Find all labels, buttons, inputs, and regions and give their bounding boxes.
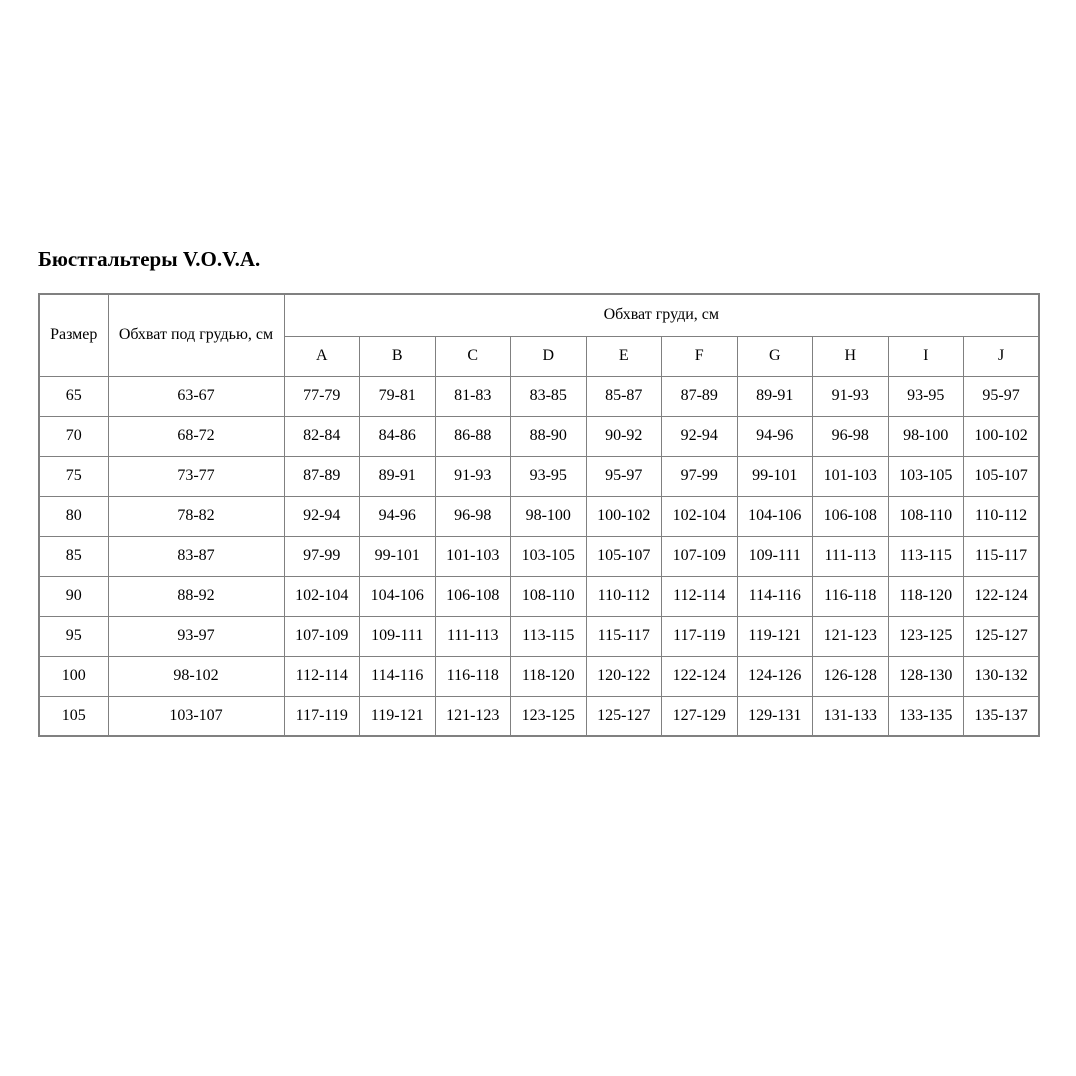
cell-cup-h: 121-123: [813, 616, 889, 656]
cell-cup-h: 116-118: [813, 576, 889, 616]
cell-cup-b: 119-121: [360, 696, 436, 736]
header-cell-size: Размер: [39, 294, 108, 376]
cell-cup-f: 107-109: [662, 536, 738, 576]
cell-cup-g: 94-96: [737, 416, 813, 456]
header-cell-cup-j: J: [964, 336, 1040, 376]
cell-underbust: 88-92: [108, 576, 284, 616]
cell-cup-b: 84-86: [360, 416, 436, 456]
size-chart-table: [38, 293, 1040, 737]
cell-cup-d: 93-95: [511, 456, 587, 496]
cell-cup-j: 122-124: [964, 576, 1040, 616]
table-row-size-85: [39, 536, 1039, 576]
cell-cup-c: 86-88: [435, 416, 511, 456]
size-table-body: [39, 376, 1039, 736]
cell-cup-d: 103-105: [511, 536, 587, 576]
cell-cup-i: 123-125: [888, 616, 964, 656]
cell-cup-h: 131-133: [813, 696, 889, 736]
cell-cup-e: 125-127: [586, 696, 662, 736]
cell-cup-i: 93-95: [888, 376, 964, 416]
cell-cup-b: 94-96: [360, 496, 436, 536]
cell-cup-f: 97-99: [662, 456, 738, 496]
cell-cup-j: 125-127: [964, 616, 1040, 656]
cell-cup-g: 109-111: [737, 536, 813, 576]
cell-cup-g: 124-126: [737, 656, 813, 696]
cell-cup-d: 123-125: [511, 696, 587, 736]
cell-cup-b: 109-111: [360, 616, 436, 656]
cell-underbust: 78-82: [108, 496, 284, 536]
cell-cup-b: 89-91: [360, 456, 436, 496]
cell-cup-a: 82-84: [284, 416, 360, 456]
table-row-size-100: [39, 656, 1039, 696]
cell-size: 85: [39, 536, 108, 576]
cell-cup-j: 105-107: [964, 456, 1040, 496]
cell-cup-j: 110-112: [964, 496, 1040, 536]
cell-cup-a: 87-89: [284, 456, 360, 496]
cell-cup-j: 130-132: [964, 656, 1040, 696]
cell-cup-i: 103-105: [888, 456, 964, 496]
page-title: Бюстгальтеры V.O.V.A.: [38, 247, 261, 271]
cell-cup-e: 110-112: [586, 576, 662, 616]
cell-cup-e: 105-107: [586, 536, 662, 576]
cell-cup-f: 112-114: [662, 576, 738, 616]
cell-cup-d: 88-90: [511, 416, 587, 456]
cell-cup-g: 89-91: [737, 376, 813, 416]
cell-cup-c: 96-98: [435, 496, 511, 536]
cell-underbust: 103-107: [108, 696, 284, 736]
table-row-size-105: [39, 696, 1039, 736]
table-row-size-65: [39, 376, 1039, 416]
cell-cup-h: 101-103: [813, 456, 889, 496]
header-cell-cup-h: H: [813, 336, 889, 376]
cell-cup-h: 126-128: [813, 656, 889, 696]
header-cell-cup-a: A: [284, 336, 360, 376]
cell-cup-b: 104-106: [360, 576, 436, 616]
cell-underbust: 73-77: [108, 456, 284, 496]
cell-cup-h: 106-108: [813, 496, 889, 536]
header-cell-cup-i: I: [888, 336, 964, 376]
header-cell-cup-f: F: [662, 336, 738, 376]
cell-cup-j: 100-102: [964, 416, 1040, 456]
table-row-size-80: [39, 496, 1039, 536]
cell-size: 90: [39, 576, 108, 616]
cell-cup-g: 99-101: [737, 456, 813, 496]
table-row-size-90: [39, 576, 1039, 616]
header-cell-cup-d: D: [511, 336, 587, 376]
table-row-size-75: [39, 456, 1039, 496]
cell-size: 80: [39, 496, 108, 536]
header-cell-cup-g: G: [737, 336, 813, 376]
cell-size: 65: [39, 376, 108, 416]
cell-cup-h: 96-98: [813, 416, 889, 456]
cell-cup-i: 128-130: [888, 656, 964, 696]
cell-cup-g: 114-116: [737, 576, 813, 616]
cell-cup-i: 98-100: [888, 416, 964, 456]
cell-size: 75: [39, 456, 108, 496]
cell-cup-c: 91-93: [435, 456, 511, 496]
cell-cup-e: 120-122: [586, 656, 662, 696]
cell-cup-f: 122-124: [662, 656, 738, 696]
cell-size: 95: [39, 616, 108, 656]
header-cell-cup-c: C: [435, 336, 511, 376]
header-cell-cup-b: B: [360, 336, 436, 376]
cell-cup-f: 127-129: [662, 696, 738, 736]
header-cell-cup-e: E: [586, 336, 662, 376]
cell-cup-a: 112-114: [284, 656, 360, 696]
cell-cup-d: 98-100: [511, 496, 587, 536]
cell-cup-i: 113-115: [888, 536, 964, 576]
cell-cup-h: 91-93: [813, 376, 889, 416]
cell-cup-d: 83-85: [511, 376, 587, 416]
cell-cup-d: 113-115: [511, 616, 587, 656]
cell-cup-c: 121-123: [435, 696, 511, 736]
cell-cup-e: 95-97: [586, 456, 662, 496]
cell-cup-e: 85-87: [586, 376, 662, 416]
cell-size: 70: [39, 416, 108, 456]
cell-cup-e: 115-117: [586, 616, 662, 656]
cell-cup-b: 114-116: [360, 656, 436, 696]
cell-cup-c: 111-113: [435, 616, 511, 656]
cell-cup-f: 117-119: [662, 616, 738, 656]
cell-underbust: 93-97: [108, 616, 284, 656]
cell-size: 105: [39, 696, 108, 736]
cell-cup-h: 111-113: [813, 536, 889, 576]
cell-cup-i: 118-120: [888, 576, 964, 616]
cell-cup-a: 77-79: [284, 376, 360, 416]
table-row-size-70: [39, 416, 1039, 456]
cell-cup-f: 92-94: [662, 416, 738, 456]
cell-cup-e: 90-92: [586, 416, 662, 456]
cell-cup-j: 135-137: [964, 696, 1040, 736]
cell-cup-a: 97-99: [284, 536, 360, 576]
cell-cup-i: 133-135: [888, 696, 964, 736]
cell-cup-c: 101-103: [435, 536, 511, 576]
cell-cup-d: 118-120: [511, 656, 587, 696]
cell-cup-b: 79-81: [360, 376, 436, 416]
cell-underbust: 63-67: [108, 376, 284, 416]
cell-cup-a: 92-94: [284, 496, 360, 536]
cell-cup-d: 108-110: [511, 576, 587, 616]
cell-size: 100: [39, 656, 108, 696]
cell-cup-i: 108-110: [888, 496, 964, 536]
cell-cup-c: 81-83: [435, 376, 511, 416]
cell-cup-b: 99-101: [360, 536, 436, 576]
header-row-top: [39, 294, 1039, 336]
cell-cup-c: 106-108: [435, 576, 511, 616]
cell-cup-f: 87-89: [662, 376, 738, 416]
cell-cup-j: 95-97: [964, 376, 1040, 416]
cell-underbust: 83-87: [108, 536, 284, 576]
cell-cup-e: 100-102: [586, 496, 662, 536]
header-cell-underbust: Обхват под грудью, см: [108, 294, 284, 376]
cell-cup-j: 115-117: [964, 536, 1040, 576]
cell-cup-g: 129-131: [737, 696, 813, 736]
cell-cup-g: 119-121: [737, 616, 813, 656]
cell-cup-f: 102-104: [662, 496, 738, 536]
cell-cup-c: 116-118: [435, 656, 511, 696]
header-cell-bust-group: Обхват груди, см: [284, 294, 1039, 336]
cell-cup-a: 107-109: [284, 616, 360, 656]
cell-cup-a: 117-119: [284, 696, 360, 736]
table-row-size-95: [39, 616, 1039, 656]
cell-underbust: 68-72: [108, 416, 284, 456]
cell-cup-g: 104-106: [737, 496, 813, 536]
cell-underbust: 98-102: [108, 656, 284, 696]
cell-cup-a: 102-104: [284, 576, 360, 616]
